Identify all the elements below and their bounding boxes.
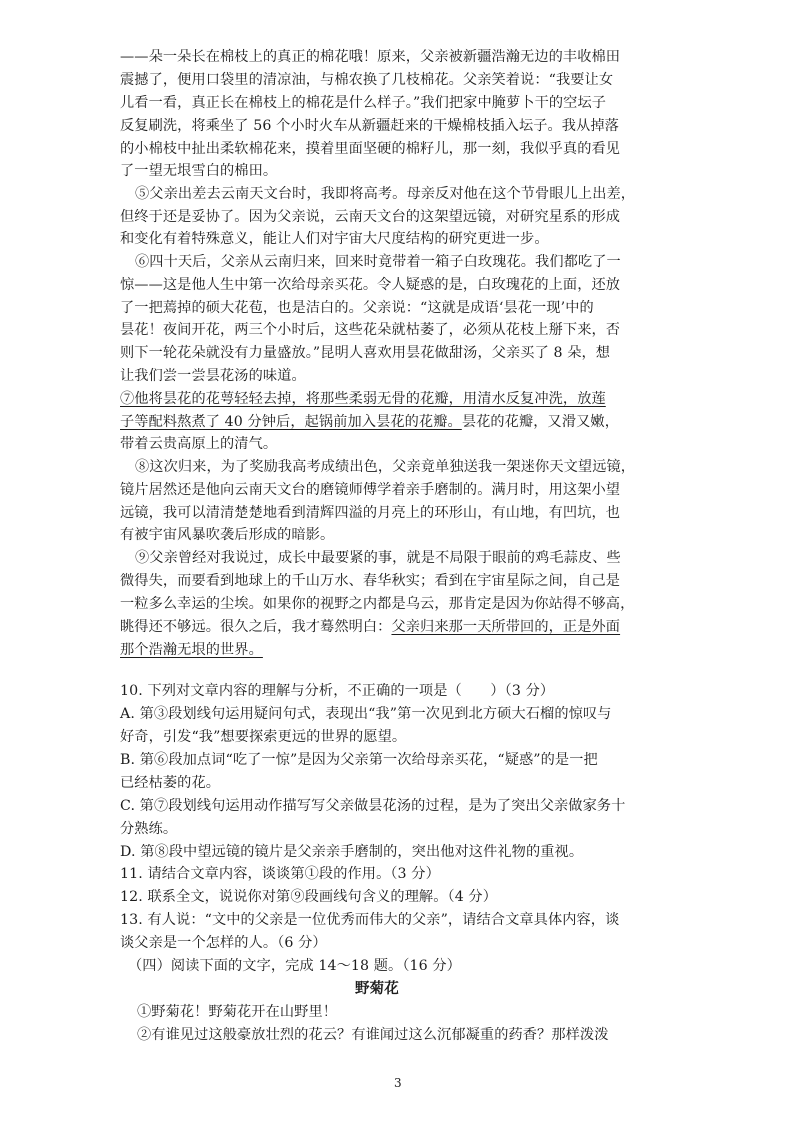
option-d: D. 第⑧段中望远镜的镜片是父亲亲手磨制的，突出他对这件礼物的重视。 [120,844,584,860]
article-title: 野菊花 [355,980,399,997]
passage-line: 儿看一看，真正长在棉枝上的棉花是什么样子。”我们把家中腌萝卜干的空坛子 [120,95,607,111]
passage-line: 则下一轮花朵就没有力量盛放。”昆明人喜欢用昙花做甜汤，父亲买了 8 朵，想 [120,345,611,361]
question-12: 12. 联系全文，说说你对第⑨段画线句含义的理解。（4 分） [120,889,498,905]
paragraph-7-underlined-sentence: ⑦他将昙花的花萼轻轻去掉，将那些柔弱无骨的花瓣，用清水反复冲洗，放莲 [120,391,606,407]
passage-line: ——朵一朵长在棉枝上的真正的棉花哦！原来，父亲被新疆浩瀚无边的丰收棉田 [120,49,621,65]
option-b: B. 第⑥段加点词“吃了一惊”是因为父亲第一次给母亲买花，“疑惑”的是一把 [120,752,598,768]
paragraph-6-start: ⑥四十天后，父亲从云南归来，回来时竟带着一箱子白玫瑰花。我们都吃了一 [135,254,621,270]
question-10: 10. 下列对文章内容的理解与分析，不正确的一项是（ ）（3 分） [120,683,555,699]
passage-line: 远镜，我可以清清楚楚地看到清辉四溢的月亮上的环形山，有山地，有凹坑，也 [120,505,621,521]
passage-line: 但终于还是妥协了。因为父亲说，云南天文台的这架望远镜，对研究星系的形成 [120,209,621,225]
paragraph-8-start: ⑧这次归来，为了奖励我高考成绩出色，父亲竟单独送我一架迷你天文望远镜， [135,459,636,475]
passage-line-start: 眺得还不够远。很久之后，我才蓦然明白： [120,619,392,635]
option-a-cont: 好奇，引发“我”想要探索更远的世界的愿望。 [120,729,407,745]
question-13: 13. 有人说：“文中的父亲是一位优秀而伟大的父亲”，请结合文章具体内容，谈 [120,912,620,928]
paragraph-5-start: ⑤父亲出差去云南天文台时，我即将高考。母亲反对他在这个节骨眼儿上出差， [135,186,636,202]
question-13-cont: 谈父亲是一个怎样的人。（6 分） [120,935,327,951]
paragraph-9-underlined-sentence: 父亲归来那一天所带回的，正是外面 [391,619,621,635]
passage-line-rest: 昙花的花瓣，又滑又嫩， [461,414,619,430]
passage-line: 了一把蔫掉的硕大花苞，也是洁白的。父亲说：“这就是成语‘昙花一现’中的 [120,300,594,316]
passage-line: 震撼了，便用口袋里的清凉油，与棉农换了几枝棉花。父亲笑着说：“我要让女 [120,72,614,88]
option-c: C. 第⑦段划线句运用动作描写写父亲做昙花汤的过程，是为了突出父亲做家务十 [120,798,626,814]
passage-line: 带着云贵高原上的清气。 [120,436,278,452]
passage-line: 一粒多么幸运的尘埃。如果你的视野之内都是乌云，那肯定是因为你站得不够高， [120,596,635,612]
article-paragraph-1: ①野菊花！野菊花开在山野里！ [137,1004,338,1020]
page-number: 3 [394,1076,402,1090]
passage-line: 让我们尝一尝昙花汤的味道。 [120,368,306,384]
underlined-sentence-end: 子等配料熬煮了 40 分钟后，起锅前加入昙花的花瓣。 [120,414,462,430]
option-c-cont: 分熟练。 [120,821,178,837]
question-11: 11. 请结合文章内容，谈谈第①段的作用。（3 分） [120,866,440,882]
passage-line: 镜片居然还是他向云南天文台的磨镜师傅学着亲手磨制的。满月时，用这架小望 [120,482,621,498]
passage-line: 有被宇宙风暴吹袭后形成的暗影。 [120,527,335,543]
section-4-heading: （四）阅读下面的文字，完成 14～18 题。（16 分） [128,958,461,974]
passage-line: 的小棉枝中扯出柔软棉花来，摸着里面坚硬的棉籽儿，那一刻，我似乎真的看见 [120,141,621,157]
passage-line: 和变化有着特殊意义，能让人们对宇宙大尺度结构的研究更进一步。 [120,231,549,247]
passage-line [120,617,620,637]
passage-line: 微得失，而要看到地球上的千山万水、春华秋实；看到在宇宙星际之间，自己是 [120,573,621,589]
passage-line: 了一望无垠雪白的棉田。 [120,163,278,179]
passage-line: 昙花！夜间开花，两三个小时后，这些花朵就枯萎了，必须从花枝上掰下来，否 [120,322,621,338]
passage-line [120,412,619,432]
passage-line: 反复刷洗，将乘坐了 56 个小时火车从新疆赶来的干燥棉枝插入坛子。我从掉落 [120,118,619,134]
option-b-cont: 已经枯萎的花。 [120,775,221,791]
article-paragraph-2: ②有谁见过这般豪放壮烈的花云？有谁闻过这么沉郁凝重的药香？那样泼泼 [137,1027,609,1043]
passage-line: 惊——这是他人生中第一次给母亲买花。令人疑惑的是，白玫瑰花的上面，还放 [120,277,621,293]
underlined-sentence-end: 那个浩瀚无垠的世界。 [120,642,263,658]
paragraph-9-start: ⑨父亲曾经对我说过，成长中最要紧的事，就是不局限于眼前的鸡毛蒜皮、些 [135,550,621,566]
option-a: A. 第③段划线句运用疑问句式，表现出“我”第一次见到北方硕大石榴的惊叹与 [120,706,612,722]
